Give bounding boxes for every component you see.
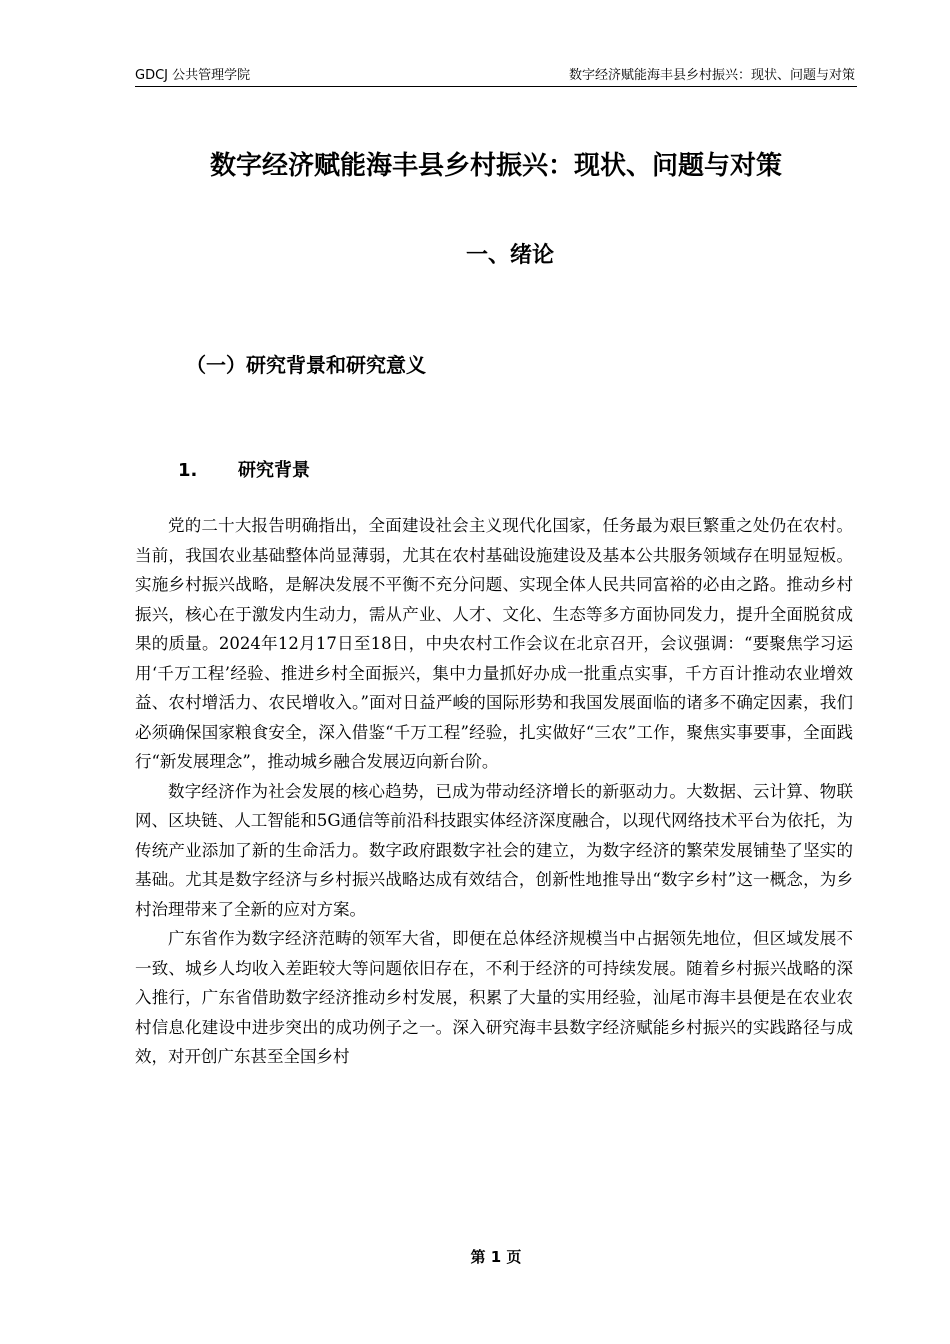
page-number: 第 1 页 <box>470 1248 522 1266</box>
paragraph: 广东省作为数字经济范畴的领军大省，即便在总体经济规模当中占据领先地位，但区域发展不一致、城乡人均收入差距较大等问题依旧存在，不利于经济的可持续发展。随着乡村振兴战略的深入推行，广东省借助数字经济推动乡村发展，积累了大量的实用经验，汕尾市海丰县便是在农业农村信息化建设中进步突出的成功例子之一。深入研究海丰县数字经济赋能乡村振兴的实践路径与成效，对开创广东甚至全国乡村 <box>135 929 853 1066</box>
document-title: 数字经济赋能海丰县乡村振兴：现状、问题与对策 <box>209 151 782 181</box>
subsub-heading-number: 1. <box>178 460 198 481</box>
paragraph: 数字经济作为社会发展的核心趋势，已成为带动经济增长的新驱动力。大数据、云计算、物联网、区块链、人工智能和5G通信等前沿科技跟实体经济深度融合，以现代网络技术平台为依托，为传统产业添加了新的生命活力。数字政府跟数字社会的建立，为数字经济的繁荣发展铺垫了坚实的基础。尤其是数字经济与乡村振兴战略达成有效结合，创新性地推导出“数字乡村”这一概念，为乡村治理带来了全新的应对方案。 <box>135 781 853 919</box>
paragraph: 党的二十大报告明确指出，全面建设社会主义现代化国家，任务最为艰巨繁重之处仍在农村。当前，我国农业基础整体尚显薄弱，尤其在农村基础设施建设及基本公共服务领域存在明显短板。实施乡村振兴战略，是解决发展不平衡不充分问题、实现全体人民共同富裕的必由之路。推动乡村振兴，核心在于激发内生动力，需从产业、人才、文化、生态等多方面协同发力，提升全面脱贫成果的质量。2024年12月17日至18日，中央农村工作会议在北京召开，会议强调：“要聚焦学习运用‘千万工程’经验、推进乡村全面振兴，集中力量抓好办成一批重点实事，千方百计推动农业增效益、农村增活力、农民增收入。”面对日益严峻的国际形势和我国发展面临的诸多不确定因素，我们必须确保国家粮食安全，深入借鉴“千万工程”经验，扎实做好“三农”工作，聚焦实事要事，全面践行“新发展理念”，推动城乡融合发展迈向新台阶。 <box>135 516 853 771</box>
subsub-heading-label: 研究背景 <box>238 460 310 481</box>
subsub-heading <box>178 457 310 485</box>
page-header <box>135 66 857 87</box>
header-left-text: GDCJ 公共管理学院 <box>135 68 251 83</box>
sub-heading: （一）研究背景和研究意义 <box>186 353 426 377</box>
header-right-text: 数字经济赋能海丰县乡村振兴：现状、问题与对策 <box>568 68 855 83</box>
section-heading: 一、绪论 <box>465 243 554 268</box>
body-text <box>135 511 853 1072</box>
